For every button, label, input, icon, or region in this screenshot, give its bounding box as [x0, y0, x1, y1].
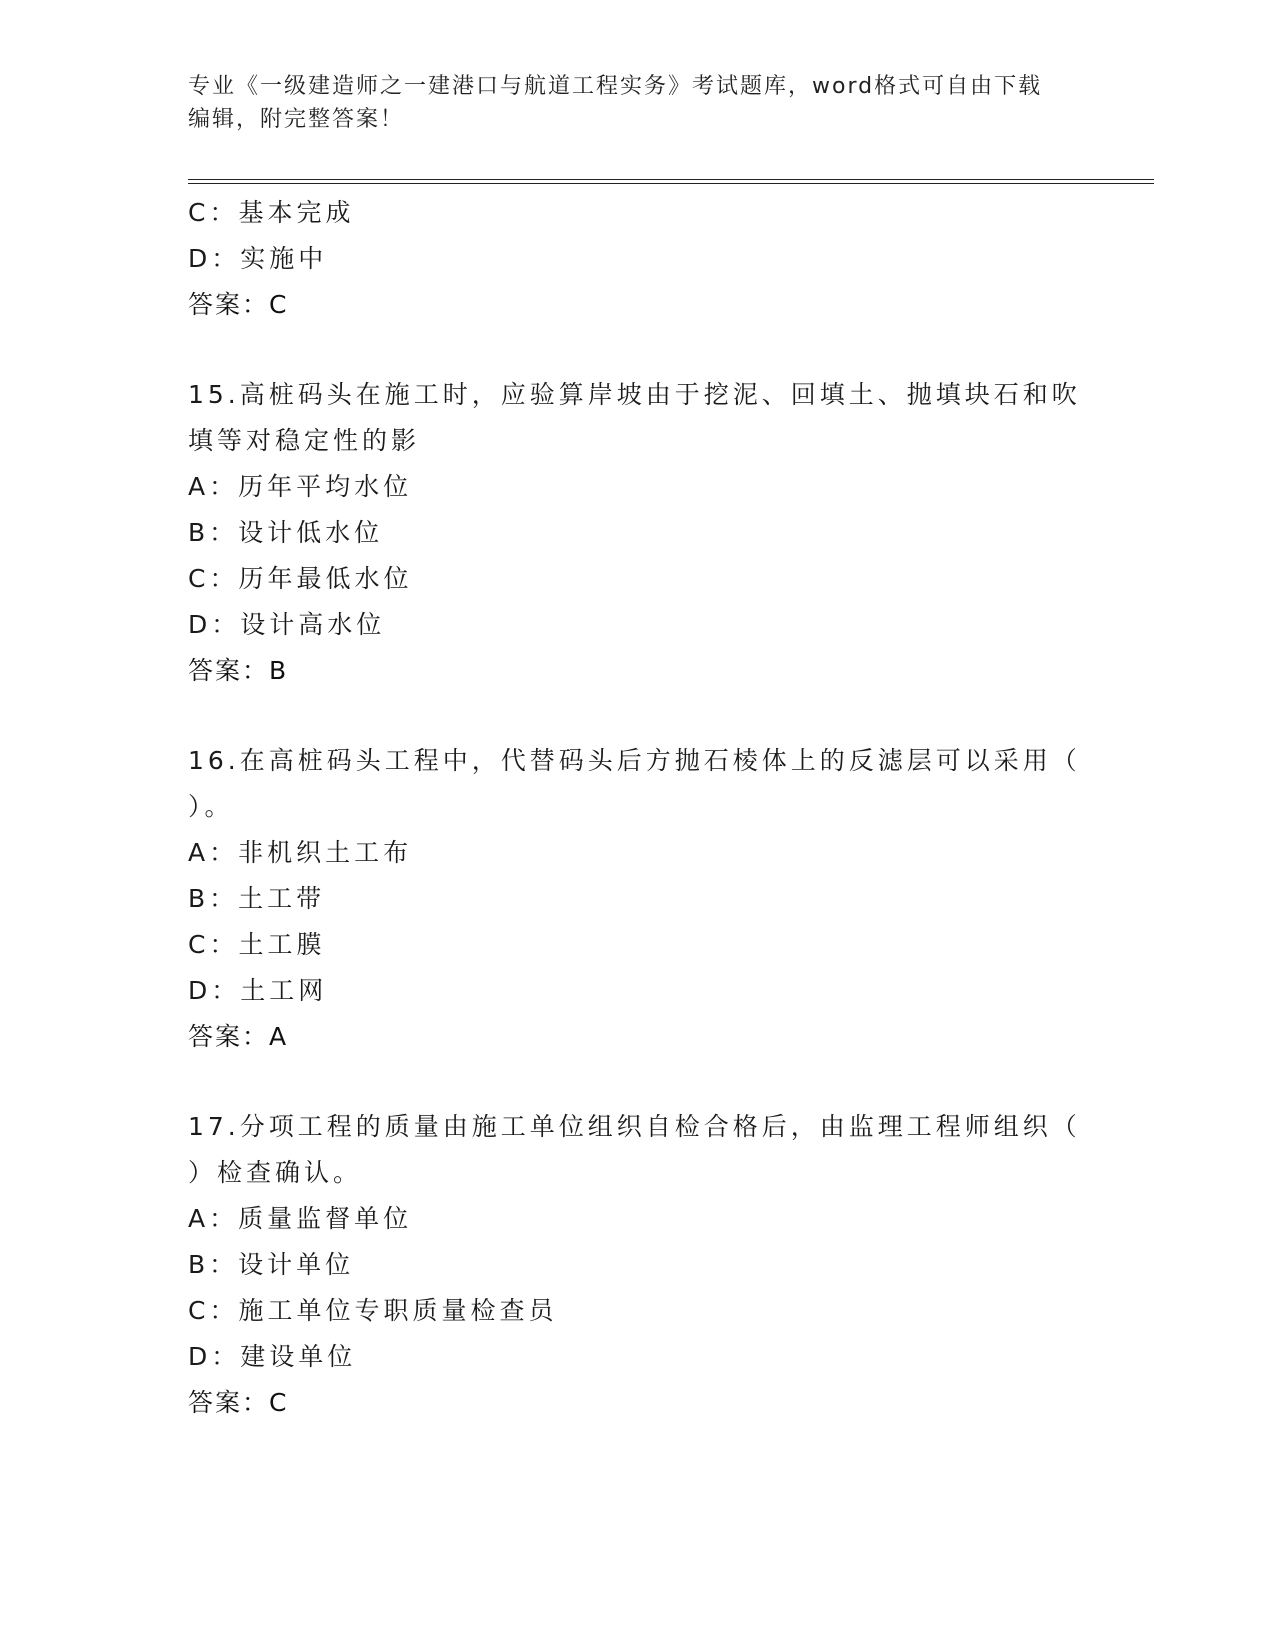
option-d: D：实施中 [188, 244, 328, 273]
continued-question [188, 190, 1088, 328]
option-a: A：历年平均水位 [188, 472, 413, 501]
question-16 [188, 738, 1088, 1060]
option-b: B：土工带 [188, 884, 326, 913]
option-b: B：设计单位 [188, 1250, 355, 1279]
question-text: 15.高桩码头在施工时，应验算岸坡由于挖泥、回填土、抛填块石和吹 [188, 380, 1081, 409]
option-d: D：设计高水位 [188, 610, 386, 639]
answer-line: 答案：C [188, 290, 289, 319]
option-c: C：施工单位专职质量检查员 [188, 1296, 558, 1325]
header-line-2: 编辑，附完整答案！ [188, 107, 405, 132]
question-text-cont: 填等对稳定性的影 [188, 426, 421, 455]
option-c: C：土工膜 [188, 930, 326, 959]
option-a: A：非机织土工布 [188, 838, 413, 867]
option-c: C：历年最低水位 [188, 564, 413, 593]
question-text-cont: ）检查确认。 [188, 1158, 363, 1187]
answer-line: 答案：C [188, 1388, 289, 1417]
question-text-cont: ）。 [188, 792, 234, 821]
question-text: 17.分项工程的质量由施工单位组织自检合格后，由监理工程师组织（ [188, 1112, 1081, 1141]
answer-line: 答案：A [188, 1022, 289, 1051]
question-17 [188, 1104, 1088, 1426]
option-a: A：质量监督单位 [188, 1204, 413, 1233]
header-line-1: 专业《一级建造师之一建港口与航道工程实务》考试题库，word格式可自由下载 [188, 74, 1043, 99]
answer-line: 答案：B [188, 656, 289, 685]
question-body [188, 190, 1088, 1426]
option-c: C：基本完成 [188, 198, 355, 227]
option-d: D：土工网 [188, 976, 328, 1005]
header-divider-top [188, 179, 1154, 180]
option-d: D：建设单位 [188, 1342, 357, 1371]
question-15 [188, 372, 1088, 694]
header-divider-bottom [188, 183, 1154, 184]
document-header [188, 70, 1068, 136]
question-text: 16.在高桩码头工程中，代替码头后方抛石棱体上的反滤层可以采用（ [188, 746, 1081, 775]
option-b: B：设计低水位 [188, 518, 384, 547]
